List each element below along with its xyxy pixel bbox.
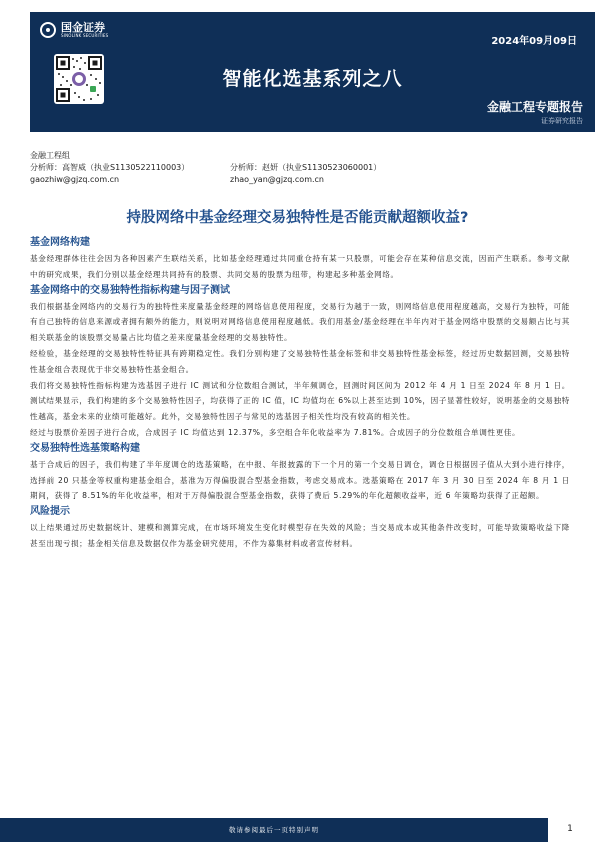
analyst-2: 分析师：赵妍（执业S1130523060001） — [230, 163, 382, 172]
section-heading-strategy: 交易独特性选基策略构建 — [30, 442, 140, 454]
paragraph: 基金经理群体往往会因为各种因素产生联结关系，比如基金经理通过共同重仓持有某一只股票，可能会存在某种信息交流，因而产生联系。参考文献中的研究成果，我们分别以基金经理共同持有的股票、共同交易的股票为纽带，构建起多种基金网络。 — [30, 254, 570, 279]
analyst-info — [30, 150, 570, 186]
report-date: 2024年09月09日 — [491, 36, 577, 47]
paragraph: 基于合成后的因子，我们构建了半年度调仓的选基策略，在中报、年报披露的下一个月的第一个交易日调仓，调仓日根据因子值从大到小进行排序，选择前 20 只基金等权重构建基金组合，基准为万得偏股混合型基金指数，考虑交易成本。选基策略在 2017 年 3 月 30 日至 2024 年 8 月 1 日期间，获得了 8.51%的年化收益率，相对于万得偏股混合型基金指数，获得了费后 5.29%的年化超额收益率，近 6 年策略均获得了正超额。 — [30, 459, 570, 501]
paragraph: 经过与股票价差因子进行合成，合成因子 IC 均值达到 12.37%，多空组合年化收益率为 7.81%。合成因子的分位数组合单调性更佳。 — [30, 427, 521, 437]
team-name: 金融工程组 — [30, 151, 70, 160]
paragraph: 经检验，基金经理的交易独特性特征具有跨期稳定性。我们分别构建了交易独特性基金标签和非交易独特性基金标签，经过历史数据回测，交易独特性基金组合表现优于非交易独特性基金组合。 — [30, 348, 570, 374]
section-heading-risk: 风险提示 — [30, 506, 70, 518]
analyst-1-email[interactable]: gaozhiw@gjzq.com.cn — [30, 175, 120, 184]
paragraph: 我们将交易独特性指标构建为选基因子进行 IC 测试和分位数组合测试，半年频调仓，回测时间区间为 2012 年 4 月 1 日至 2024 年 8 月 1 日。测试结果显示，我们构建的多个交易独特性因子，均获得了正的 IC 值，IC 均值均在 6%以上甚至达到 10%，因子显著性较好，说明基金的交易独特性越高，基金未来的业绩可能越好。此外，交易独特性因子与常见的选基因子相关性均没有较高的相关性。 — [30, 380, 570, 422]
page-number: 1 — [567, 824, 573, 834]
report-header — [30, 12, 595, 132]
series-title: 智能化选基系列之八 — [222, 68, 403, 90]
logo-en: SINOLINK SECURITIES — [61, 33, 109, 38]
footer-notice: 敬请参阅最后一页特别声明 — [229, 826, 319, 834]
logo-cn: 国金证券 — [61, 21, 105, 34]
page-footer — [0, 818, 595, 842]
footer-bar — [0, 818, 548, 842]
section-heading-uniqueness-factor: 基金网络中的交易独特性指标构建与因子测试 — [30, 284, 230, 296]
report-title: 持股网络中基金经理交易独特性是否能贡献超额收益? — [126, 210, 469, 226]
report-type: 金融工程专题报告 — [486, 100, 583, 114]
paragraph: 我们根据基金网络内的交易行为的独特性来度量基金经理的网络信息使用程度，交易行为越于一致，则网络信息使用程度越高，交易行为独特，可能有自己独特的信息来源或者拥有额外的能力，则说明对网络信息使用程度越低。我们用基金/基金经理在半年内对于基金网络中股票的交易额占比与其相关联基金的该股票交易量占比均值之差来度量基金经理的交易独特性。 — [30, 301, 570, 343]
report-subtype: 证券研究报告 — [541, 117, 583, 125]
analyst-1: 分析师：高智威（执业S1130522110003） — [30, 163, 190, 172]
section-heading-fund-network: 基金网络构建 — [30, 237, 90, 248]
company-logo — [40, 22, 108, 38]
sinolink-logo-icon — [40, 22, 56, 38]
analyst-2-email[interactable]: zhao_yan@gjzq.com.cn — [230, 175, 324, 184]
report-body — [30, 235, 570, 552]
paragraph: 以上结果通过历史数据统计、建模和测算完成，在市场环境发生变化时模型存在失效的风险；当交易成本或其他条件改变时，可能导致策略收益下降甚至出现亏损；基金相关信息及数据仅作为基金研究使用，不作为募集材料或者宣传材料。 — [30, 523, 570, 548]
